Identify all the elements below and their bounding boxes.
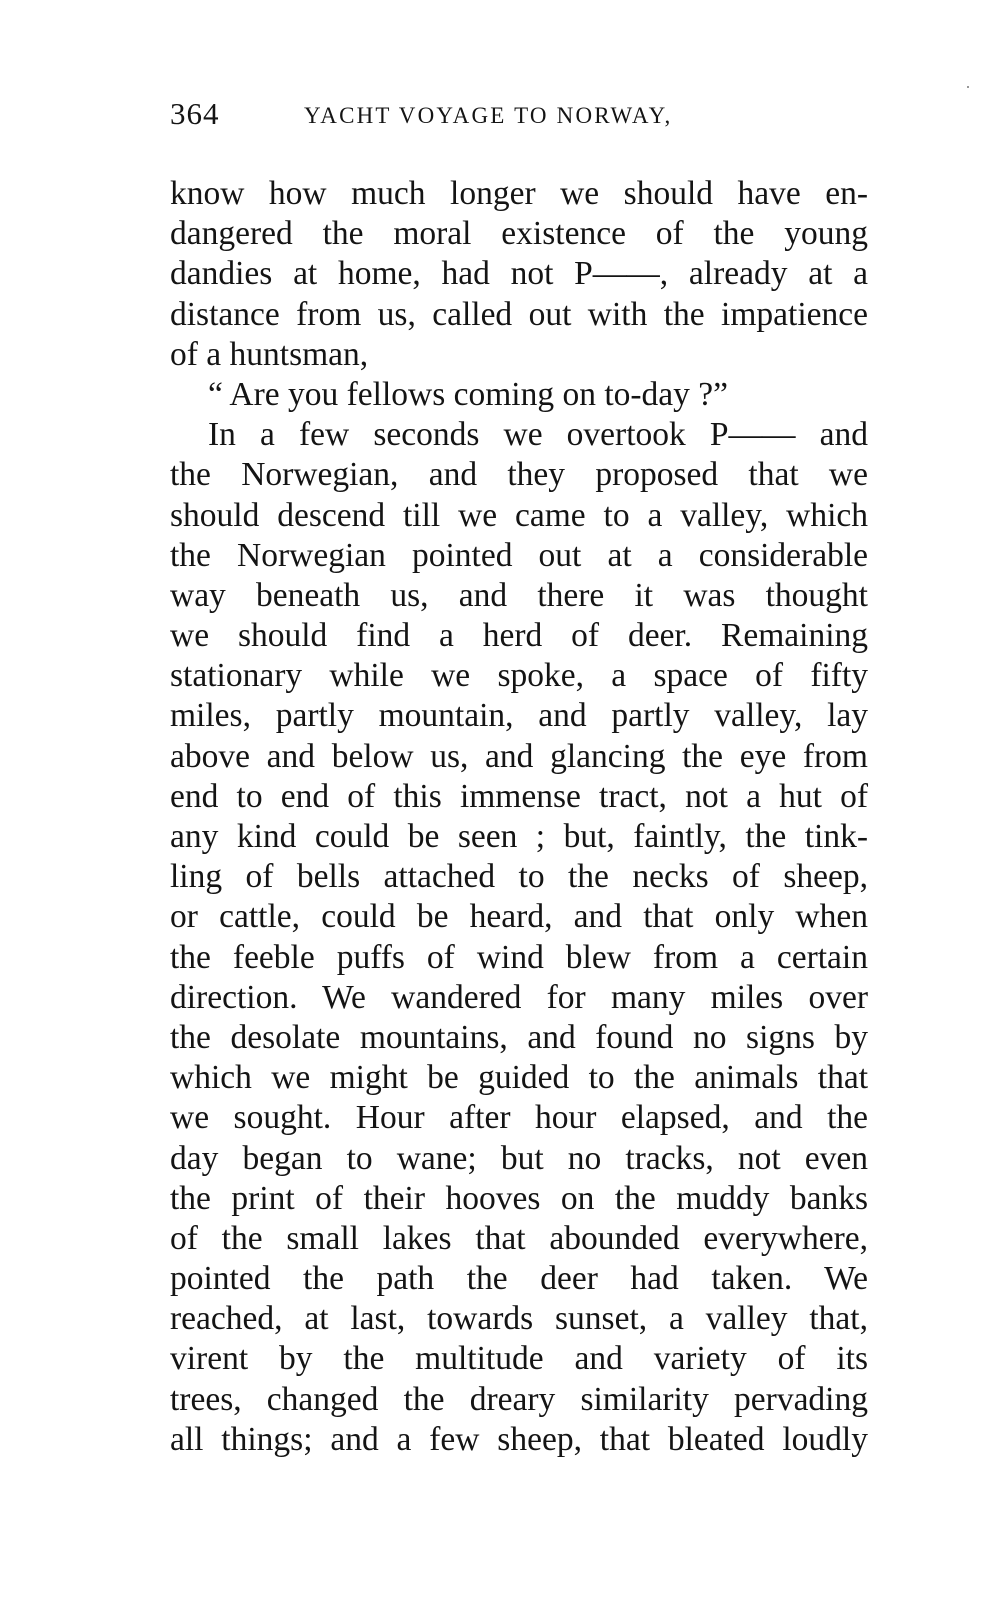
text-line: the desolate mountains, and found no signs by (170, 1018, 868, 1056)
text-line: which we might be guided to the animals that (170, 1059, 868, 1097)
text-line: trees, changed the dreary similarity pervading (170, 1380, 868, 1418)
text-line: day began to wane; but no tracks, not even (170, 1139, 868, 1177)
text-line: the Norwegian, and they proposed that we (170, 456, 868, 494)
text-line: we sought. Hour after hour elapsed, and the (170, 1099, 868, 1137)
text-line: end to end of this immense tract, not a hut of (170, 777, 868, 815)
text-line: In a few seconds we overtook P—— and (208, 416, 868, 454)
text-line: the feeble puffs of wind blew from a certain (170, 938, 868, 976)
text-line: the Norwegian pointed out at a considerable (170, 536, 868, 574)
text-line: all things; and a few sheep, that bleated loudly (170, 1420, 868, 1458)
text-line: know how much longer we should have en- (170, 175, 868, 212)
text-line: of the small lakes that abounded everywhere, (170, 1219, 868, 1257)
page-number: 364 (170, 96, 220, 131)
text-line: miles, partly mountain, and partly valley, lay (170, 697, 868, 735)
text-line: stationary while we spoke, a space of fifty (170, 657, 868, 695)
text-line: or cattle, could be heard, and that only when (170, 898, 868, 936)
text-line: distance from us, called out with the impatience (170, 295, 868, 333)
scan-speck (967, 86, 969, 88)
body-text (170, 174, 868, 1460)
text-line: reached, at last, towards sunset, a valley that, (170, 1300, 868, 1338)
text-line: of a huntsman, (170, 335, 369, 373)
text-line: any kind could be seen ; but, faintly, the tink- (170, 818, 868, 855)
text-line: we should find a herd of deer. Remaining (170, 617, 868, 655)
text-line: “ Are you fellows coming on to-day ?” (208, 375, 729, 413)
text-line: dandies at home, had not P——, already at a (170, 255, 868, 293)
text-line: virent by the multitude and variety of its (170, 1340, 868, 1378)
text-line: pointed the path the deer had taken. We (170, 1260, 868, 1298)
text-line: should descend till we came to a valley, which (170, 496, 868, 534)
text-line: way beneath us, and there it was thought (170, 576, 868, 614)
running-head (170, 96, 870, 146)
text-line: ling of bells attached to the necks of sheep, (170, 858, 868, 896)
running-title: YACHT VOYAGE TO NORWAY, (304, 103, 673, 128)
text-line: direction. We wandered for many miles over (170, 978, 868, 1016)
text-line: above and below us, and glancing the eye from (170, 737, 868, 775)
text-line: dangered the moral existence of the young (170, 215, 868, 253)
text-line: the print of their hooves on the muddy banks (170, 1179, 868, 1217)
